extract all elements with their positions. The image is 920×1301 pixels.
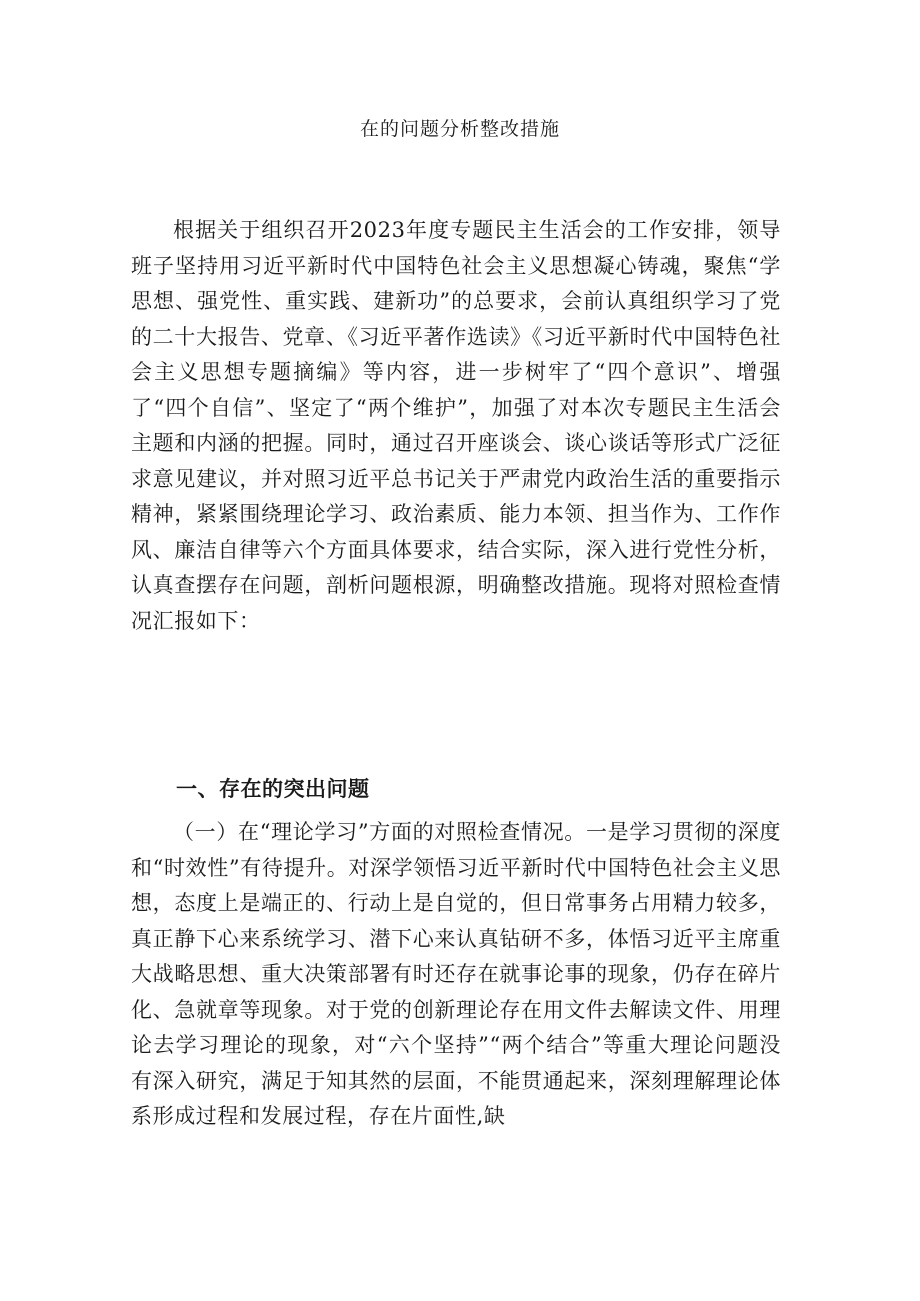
- intro-paragraph: 根据关于组织召开2023年度专题民主生活会的工作安排，领导班子坚持用习近平新时代中国特色社会主义思想凝心铸魂，聚焦“学思想、强党性、重实践、建新功”的总要求，会前认真组织学习了党的二十大报告、党章、《习近平著作选读》《习近平新时代中国特色社会主义思想专题摘编》等内容，进一步树牢了“四个意识”、增强了“四个自信”、坚定了“两个维护”，加强了对本次专题民主生活会主题和内涵的把握。同时，通过召开座谈会、谈心谈话等形式广泛征求意见建议，并对照习近平总书记关于严肃党内政治生活的重要指示精神，紧紧围绕理论学习、政治素质、能力本领、担当作为、工作作风、廉洁自律等六个方面具体要求，结合实际，深入进行党性分析，认真查摆存在问题，剖析问题根源，明确整改措施。现将对照检查情况汇报如下：: [131, 218, 781, 633]
- document-title: 在的问题分析整改措施: [359, 118, 560, 140]
- section-paragraph: （一）在“理论学习”方面的对照检查情况。一是学习贯彻的深度和“时效性”有待提升。对深学领悟习近平新时代中国特色社会主义思想，态度上是端正的、行动上是自觉的，但日常事务占用精力较多，真正静下心来系统学习、潜下心来认真钻研不多，体悟习近平主席重大战略思想、重大决策部署有时还存在就事论事的现象，仍存在碎片化、急就章等现象。对于党的创新理论存在用文件去解读文件、用理论去学习理论的现象，对“六个坚持”“两个结合”等重大理论问题没有深入研究，满足于知其然的层面，不能贯通起来，深刻理解理论体系形成过程和发展过程，存在片面性,缺: [131, 820, 781, 1128]
- section-heading: 一、存在的突出问题: [176, 777, 370, 801]
